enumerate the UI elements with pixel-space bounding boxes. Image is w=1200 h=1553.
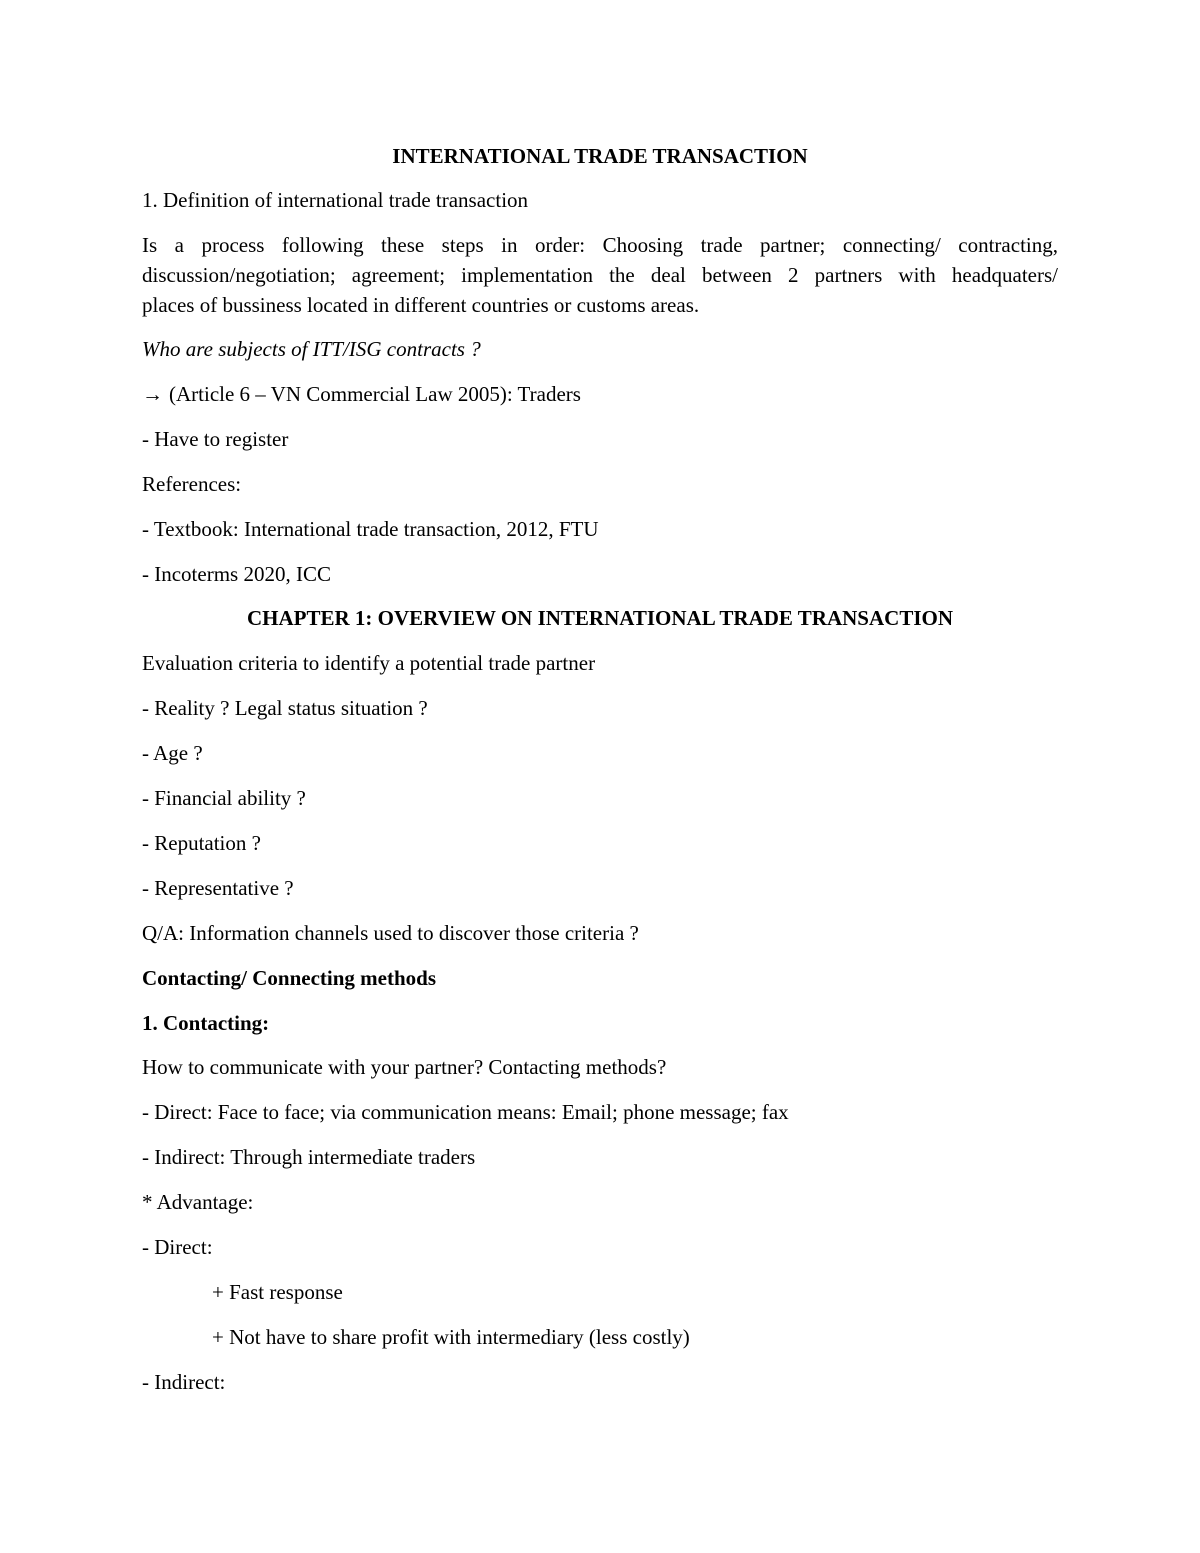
chapter-title: CHAPTER 1: OVERVIEW ON INTERNATIONAL TRADE TRANSACTION (247, 606, 953, 630)
references-label: References: (142, 472, 242, 496)
criteria-item-reputation: - Reputation ? (142, 831, 261, 855)
criteria-intro: Evaluation criteria to identify a potential trade partner (142, 651, 596, 675)
definition-line-3: places of bussiness located in different countries or customs areas. (142, 293, 700, 317)
direct-label: - Direct: (142, 1235, 213, 1259)
answer-line (142, 379, 581, 409)
definition-line-1: Is a process following these steps in order: Choosing trade partner; connecting/ contracting, (142, 233, 1058, 257)
direct-method: - Direct: Face to face; via communication means: Email; phone message; fax (142, 1100, 789, 1124)
definition-line-2: discussion/negotiation; agreement; implementation the deal between 2 partners with headquaters/ (142, 263, 1058, 287)
reference-item-incoterms: - Incoterms 2020, ICC (142, 562, 331, 586)
section-heading-definition: 1. Definition of international trade transaction (142, 188, 529, 212)
communicate-question: How to communicate with your partner? Contacting methods? (142, 1055, 667, 1079)
answer-text: (Article 6 – VN Commercial Law 2005): Traders (169, 382, 581, 406)
criteria-item-age: - Age ? (142, 741, 203, 765)
direct-advantage-fast-response: + Fast response (212, 1280, 343, 1304)
right-arrow-icon: → (142, 382, 163, 406)
criteria-item-representative: - Representative ? (142, 876, 294, 900)
reference-item-textbook: - Textbook: International trade transaction, 2012, FTU (142, 517, 599, 541)
criteria-item-reality: - Reality ? Legal status situation ? (142, 696, 428, 720)
register-note: - Have to register (142, 427, 289, 451)
indirect-method: - Indirect: Through intermediate traders (142, 1145, 476, 1169)
contacting-heading: 1. Contacting: (142, 1011, 270, 1035)
criteria-item-financial: - Financial ability ? (142, 786, 306, 810)
advantage-label: * Advantage: (142, 1190, 254, 1214)
qa-line: Q/A: Information channels used to discover those criteria ? (142, 921, 639, 945)
direct-advantage-no-profit-share: + Not have to share profit with intermediary (less costly) (212, 1325, 690, 1349)
methods-heading: Contacting/ Connecting methods (142, 966, 437, 990)
document-title: INTERNATIONAL TRADE TRANSACTION (392, 144, 808, 168)
indirect-label: - Indirect: (142, 1370, 226, 1394)
subjects-question: Who are subjects of ITT/ISG contracts ? (142, 337, 481, 361)
